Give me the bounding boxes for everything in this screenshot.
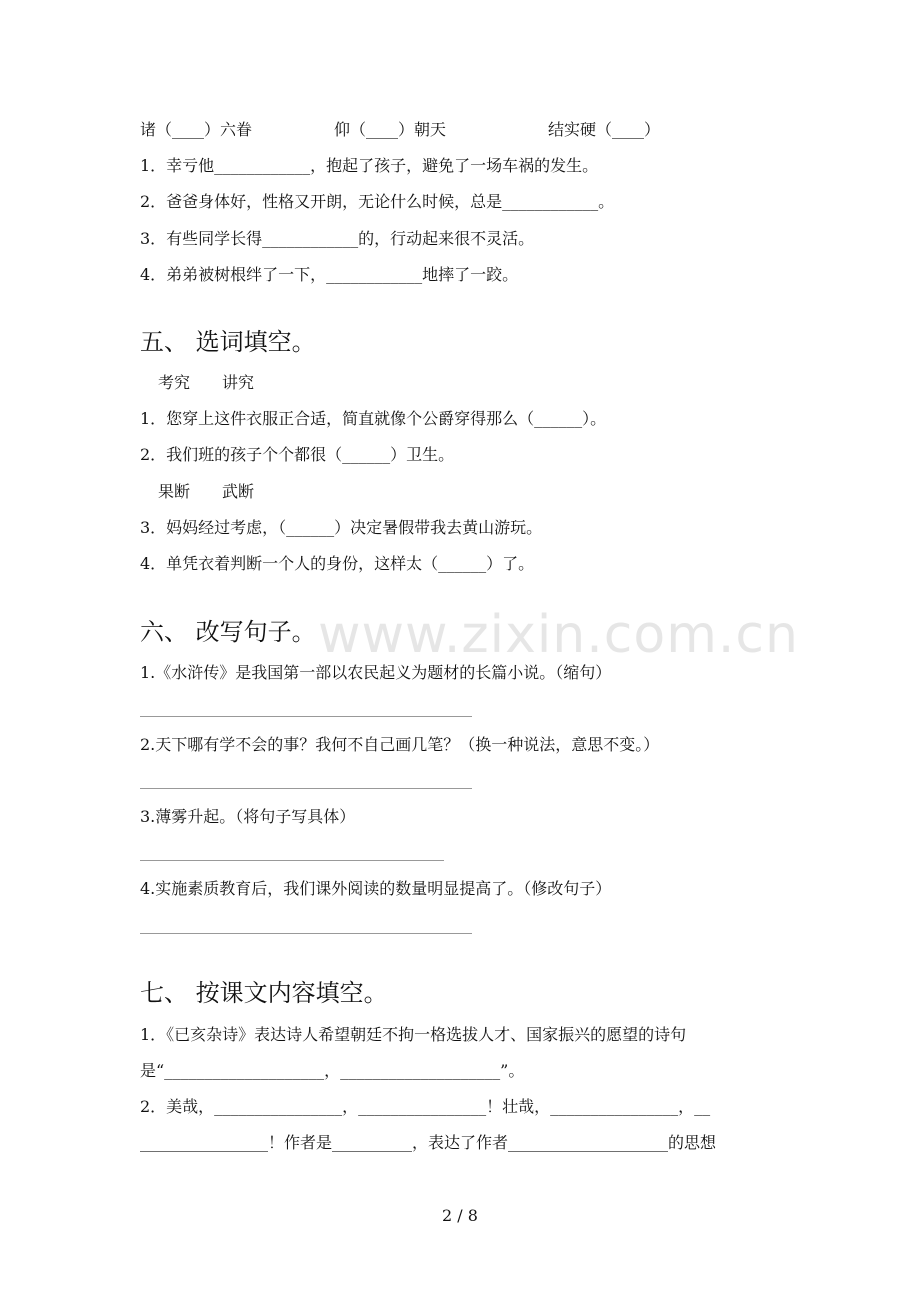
word-choices-1: 考究 讲究	[158, 373, 255, 392]
fill-item-2: 2．爸爸身体好，性格又开朗，无论什么时候，总是____________。	[140, 192, 615, 211]
answer-line-1	[140, 716, 472, 717]
page-number: 2 / 8	[442, 1206, 478, 1225]
rewrite-item-2: 2.天下哪有学不会的事？我何不自己画几笔？（换一种说法，意思不变。）	[140, 735, 660, 754]
word-item-2: 2．我们班的孩子个个都很（______）卫生。	[140, 445, 455, 464]
section-5-title: 五、 选词填空。	[140, 328, 316, 356]
fill-item-1: 1．幸亏他____________，抱起了孩子，避免了一场车祸的发生。	[140, 156, 599, 175]
word-item-1: 1．您穿上这件衣服正合适，简直就像个公爵穿得那么（______）。	[140, 409, 607, 428]
answer-line-3	[140, 860, 444, 861]
rewrite-item-3: 3.薄雾升起。（将句子写具体）	[140, 807, 356, 826]
idiom-3: 结实硬（____）	[548, 120, 661, 139]
idiom-2: 仰（____）朝天	[334, 120, 447, 139]
rewrite-item-4: 4.实施素质教育后，我们课外阅读的数量明显提高了。（修改句子）	[140, 879, 612, 898]
rewrite-item-1: 1.《水浒传》是我国第一部以农民起义为题材的长篇小说。（缩句）	[140, 663, 612, 682]
idiom-1: 诸（____）六眷	[140, 120, 253, 139]
watermark: www.zixin.com.cn	[318, 605, 799, 665]
section-7-title: 七、 按课文内容填空。	[140, 979, 388, 1007]
poem-line-1: 1．《已亥杂诗》表达诗人希望朝廷不拘一格选拔人才、国家振兴的愿望的诗句	[140, 1025, 687, 1044]
fill-item-4: 4．弟弟被树根绊了一下，____________地摔了一跤。	[140, 265, 519, 284]
poem-line-2: 是“____________________，____________________”。	[140, 1061, 525, 1080]
answer-line-4	[140, 933, 472, 934]
section-6-title: 六、 改写句子。	[140, 618, 316, 646]
word-item-4: 4．单凭衣着判断一个人的身份，这样太（______）了。	[140, 554, 535, 573]
answer-line-2	[140, 788, 472, 789]
fill-item-3: 3．有些同学长得____________的，行动起来很不灵活。	[140, 229, 535, 248]
poem-line-4: ________________！作者是__________，表达了作者____________________的思想	[140, 1133, 717, 1152]
word-item-3: 3．妈妈经过考虑，（______）决定暑假带我去黄山游玩。	[140, 518, 543, 537]
poem-line-3: 2．美哉，________________，________________！壮哉，________________，__	[140, 1097, 711, 1116]
word-choices-2: 果断 武断	[158, 482, 255, 501]
